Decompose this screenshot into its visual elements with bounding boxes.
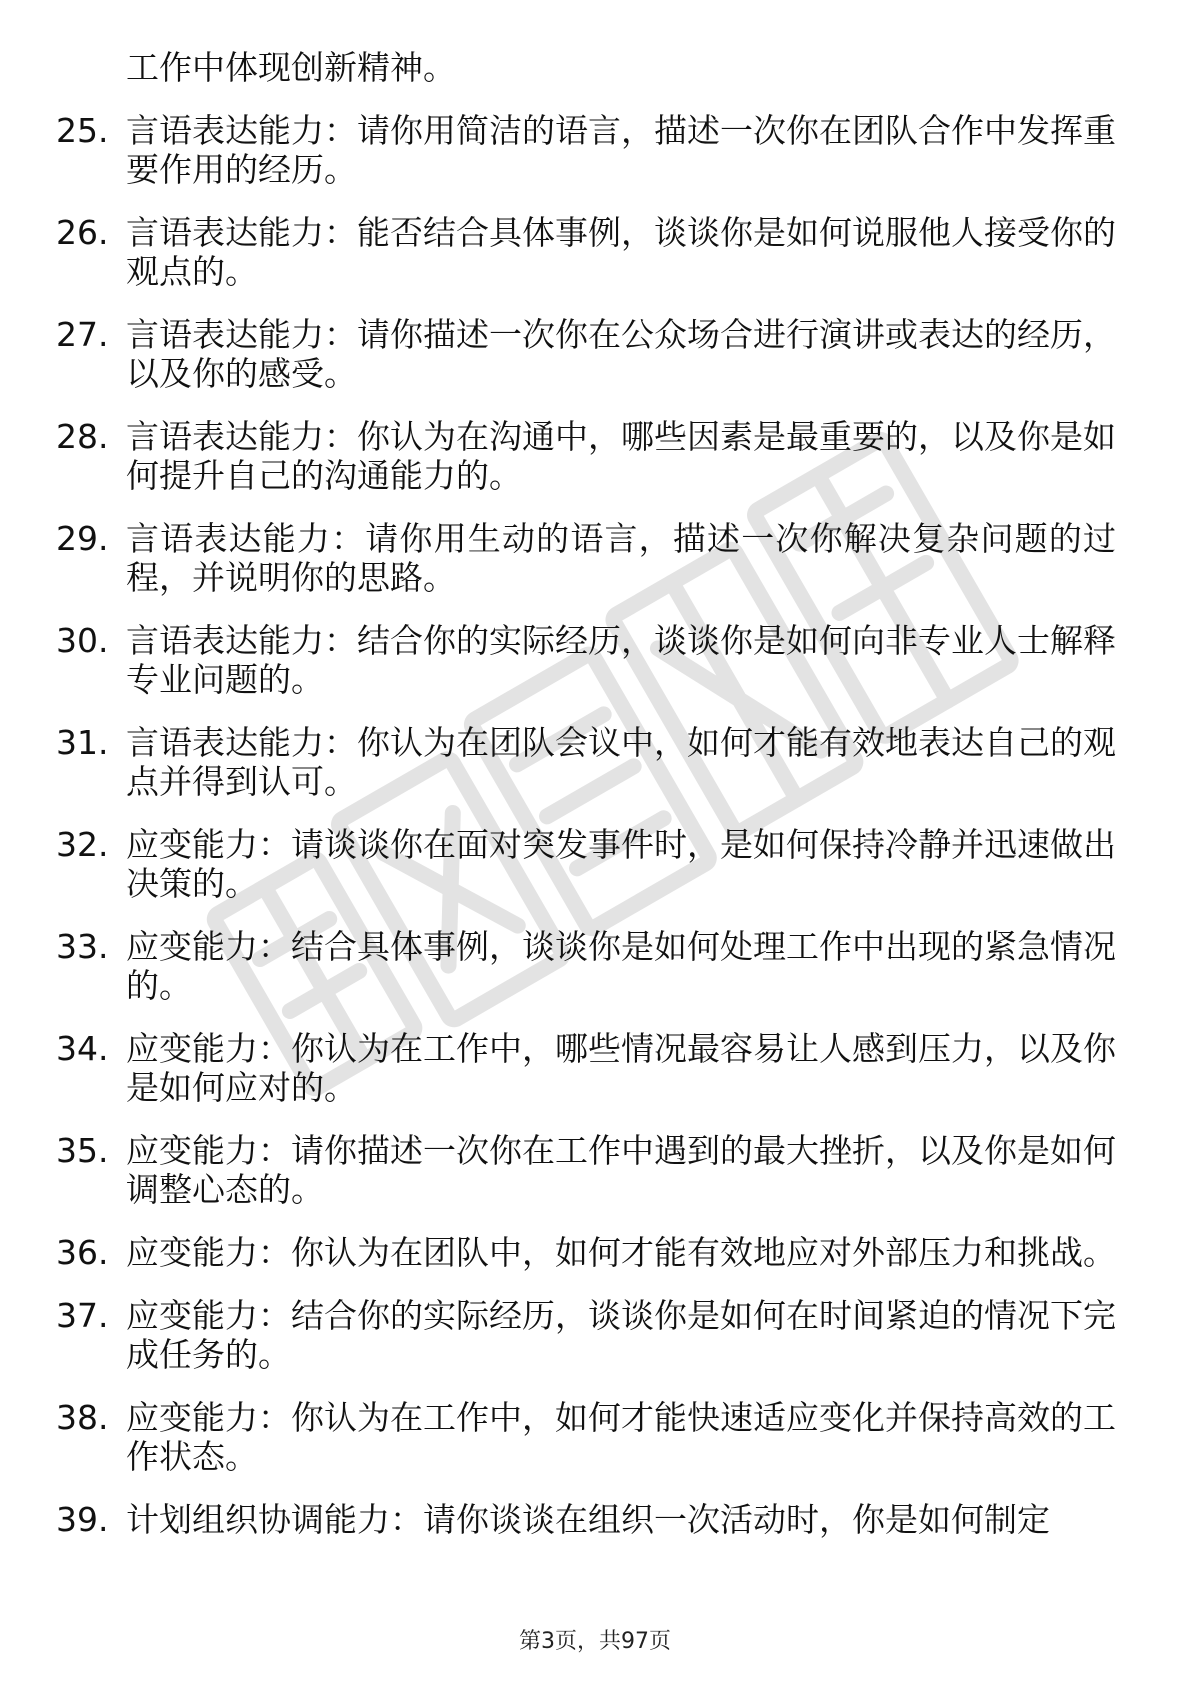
list-item [56, 1233, 1116, 1272]
item-number: 36. [56, 1233, 109, 1272]
page-number-label: 第3页，共97页 [519, 1629, 671, 1654]
list-item [56, 621, 1116, 699]
item-number: 25. [56, 111, 109, 150]
item-text: 应变能力：请你描述一次你在工作中遇到的最大挫折，以及你是如何调整心态的。 [126, 1131, 1116, 1209]
page-footer [0, 1628, 1190, 1656]
list-item [56, 1500, 1116, 1539]
item-text: 应变能力：你认为在工作中，哪些情况最容易让人感到压力，以及你是如何应对的。 [126, 1029, 1116, 1107]
item-text: 工作中体现创新精神。 [126, 48, 456, 87]
list-item [56, 213, 1116, 291]
item-number: 31. [56, 723, 109, 762]
item-text: 应变能力：你认为在工作中，如何才能快速适应变化并保持高效的工作状态。 [126, 1398, 1116, 1476]
list-item [56, 417, 1116, 495]
list-item [56, 1131, 1116, 1209]
item-number: 38. [56, 1398, 109, 1437]
question-list [56, 48, 1116, 1563]
item-text: 应变能力：你认为在团队中，如何才能有效地应对外部压力和挑战。 [126, 1233, 1116, 1272]
item-text: 言语表达能力：请你用生动的语言，描述一次你解决复杂问题的过程，并说明你的思路。 [126, 519, 1116, 597]
list-item [56, 825, 1116, 903]
list-item [56, 519, 1116, 597]
list-item [56, 48, 1116, 87]
item-text: 应变能力：结合你的实际经历，谈谈你是如何在时间紧迫的情况下完成任务的。 [126, 1296, 1116, 1374]
item-text: 言语表达能力：请你描述一次你在公众场合进行演讲或表达的经历，以及你的感受。 [126, 315, 1116, 393]
item-text: 言语表达能力：你认为在沟通中，哪些因素是最重要的，以及你是如何提升自己的沟通能力的。 [126, 417, 1116, 495]
item-number: 27. [56, 315, 109, 354]
item-number: 34. [56, 1029, 109, 1068]
list-item [56, 315, 1116, 393]
item-text: 应变能力：请谈谈你在面对突发事件时，是如何保持冷静并迅速做出决策的。 [126, 825, 1116, 903]
item-text: 应变能力：结合具体事例，谈谈你是如何处理工作中出现的紧急情况的。 [126, 927, 1116, 1005]
item-text: 计划组织协调能力：请你谈谈在组织一次活动时，你是如何制定 [126, 1500, 1050, 1539]
item-number: 29. [56, 519, 109, 558]
item-number: 32. [56, 825, 109, 864]
list-item [56, 1029, 1116, 1107]
item-text: 言语表达能力：结合你的实际经历，谈谈你是如何向非专业人士解释专业问题的。 [126, 621, 1116, 699]
item-number: 33. [56, 927, 109, 966]
item-number: 30. [56, 621, 109, 660]
item-number: 39. [56, 1500, 109, 1539]
item-text: 言语表达能力：你认为在团队会议中，如何才能有效地表达自己的观点并得到认可。 [126, 723, 1116, 801]
item-number: 35. [56, 1131, 109, 1170]
list-item [56, 723, 1116, 801]
item-number: 28. [56, 417, 109, 456]
item-number: 37. [56, 1296, 109, 1335]
list-item [56, 1296, 1116, 1374]
list-item [56, 927, 1116, 1005]
item-number: 26. [56, 213, 109, 252]
item-text: 言语表达能力：请你用简洁的语言，描述一次你在团队合作中发挥重要作用的经历。 [126, 111, 1116, 189]
list-item [56, 1398, 1116, 1476]
item-text: 言语表达能力：能否结合具体事例，谈谈你是如何说服他人接受你的观点的。 [126, 213, 1116, 291]
list-item [56, 111, 1116, 189]
